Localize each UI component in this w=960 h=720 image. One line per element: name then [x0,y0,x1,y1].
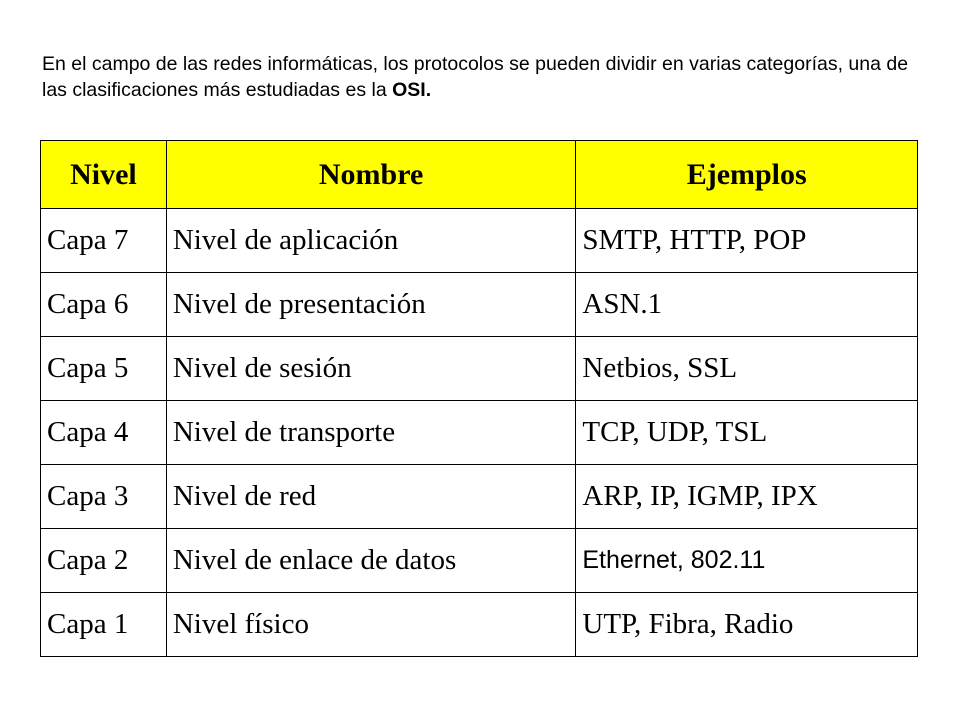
table-row [41,529,918,593]
table-row [41,401,918,465]
header-nivel: Nivel [41,141,167,209]
cell-nombre: Nivel de red [166,465,576,529]
cell-nombre: Nivel de transporte [166,401,576,465]
intro-end: . [425,79,432,101]
cell-nivel: Capa 5 [41,337,167,401]
cell-nombre: Nivel de aplicación [166,209,576,273]
cell-nivel: Capa 7 [41,209,167,273]
cell-nivel: Capa 3 [41,465,167,529]
table-row [41,273,918,337]
cell-ejemplos: UTP, Fibra, Radio [576,593,918,657]
table-row [41,209,918,273]
cell-nombre: Nivel de enlace de datos [166,529,576,593]
cell-ejemplos: Ethernet, 802.11 [576,529,918,593]
cell-ejemplos: ASN.1 [576,273,918,337]
cell-nombre: Nivel físico [166,593,576,657]
intro-emphasis: OSI [392,79,426,101]
cell-ejemplos: SMTP, HTTP, POP [576,209,918,273]
osi-layers-table [40,140,918,657]
intro-paragraph [42,51,937,103]
table-row [41,465,918,529]
cell-ejemplos: Netbios, SSL [576,337,918,401]
cell-ejemplos: ARP, IP, IGMP, IPX [576,465,918,529]
cell-nivel: Capa 6 [41,273,167,337]
header-ejemplos: Ejemplos [576,141,918,209]
cell-nivel: Capa 1 [41,593,167,657]
cell-ejemplos: TCP, UDP, TSL [576,401,918,465]
cell-nombre: Nivel de sesión [166,337,576,401]
table-row [41,337,918,401]
header-nombre: Nombre [166,141,576,209]
cell-nivel: Capa 4 [41,401,167,465]
table-header-row [41,141,918,209]
cell-nivel: Capa 2 [41,529,167,593]
intro-text: En el campo de las redes informáticas, los protocolos se pueden dividir en varias categorías, una de las clasificaciones más estudiadas es la [42,53,909,101]
cell-nombre: Nivel de presentación [166,273,576,337]
table-row [41,593,918,657]
